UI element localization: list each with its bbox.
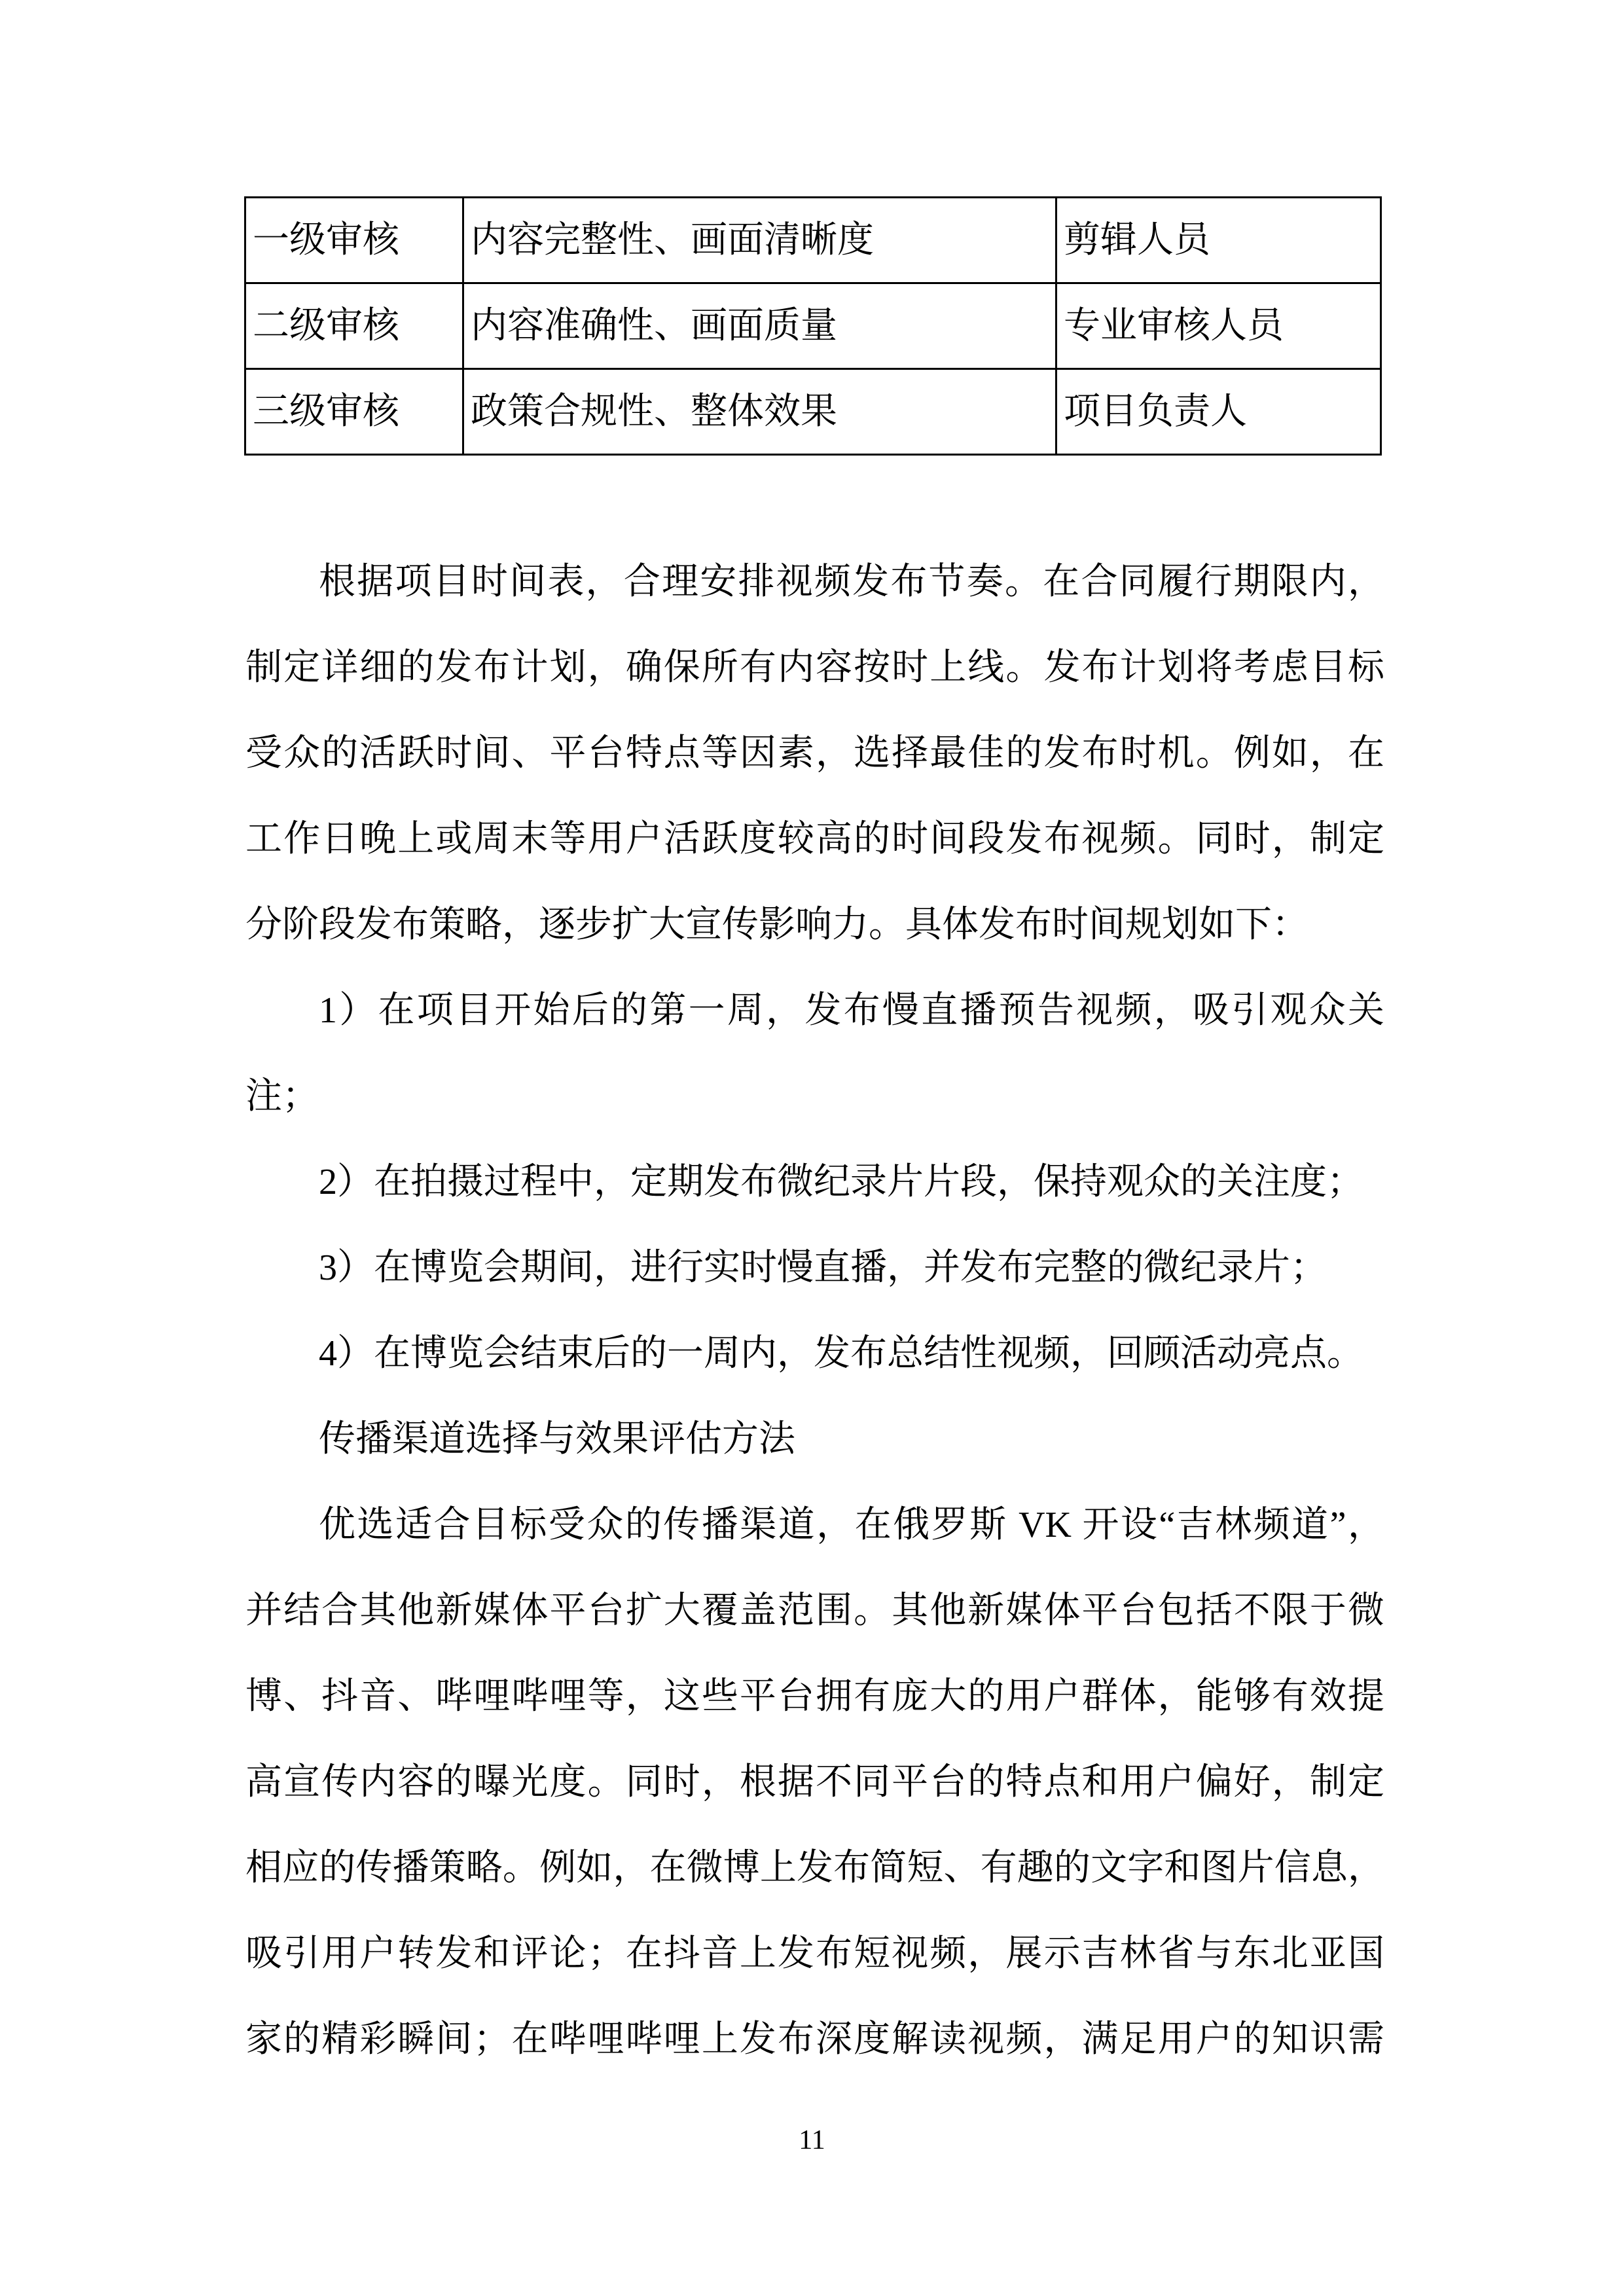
table-row bbox=[245, 369, 1381, 455]
body-line: 博、抖音、哔哩哔哩等，这些平台拥有庞大的用户群体，能够有效提 bbox=[245, 1676, 1384, 1717]
body-line: 1）在项目开始后的第一周，发布慢直播预告视频，吸引观众关 bbox=[319, 990, 1384, 1031]
table-cell: 一级审核 bbox=[245, 198, 463, 283]
review-table bbox=[244, 196, 1382, 456]
body-line: 传播渠道选择与效果评估方法 bbox=[319, 1419, 795, 1460]
body-line: 注； bbox=[245, 1076, 319, 1117]
body-line: 分阶段发布策略，逐步扩大宣传影响力。具体发布时间规划如下： bbox=[245, 905, 1308, 945]
review-table-body bbox=[245, 198, 1381, 455]
body-line: 3）在博览会期间，进行实时慢直播，并发布完整的微纪录片； bbox=[319, 1247, 1327, 1288]
body-line: 2）在拍摄过程中，定期发布微纪录片片段，保持观众的关注度； bbox=[319, 1162, 1363, 1202]
body-line: 并结合其他新媒体平台扩大覆盖范围。其他新媒体平台包括不限于微 bbox=[245, 1590, 1384, 1631]
body-line: 根据项目时间表，合理安排视频发布节奏。在合同履行期限内， bbox=[319, 562, 1384, 602]
table-row bbox=[245, 198, 1381, 283]
body-line: 4）在博览会结束后的一周内，发布总结性视频，回顾活动亮点。 bbox=[319, 1333, 1363, 1374]
table-cell: 政策合规性、整体效果 bbox=[463, 369, 1056, 455]
body-text bbox=[245, 539, 1384, 2083]
body-line: 工作日晚上或周末等用户活跃度较高的时间段发布视频。同时，制定 bbox=[245, 819, 1384, 859]
body-line: 制定详细的发布计划，确保所有内容按时上线。发布计划将考虑目标 bbox=[245, 647, 1384, 688]
table-cell: 专业审核人员 bbox=[1056, 283, 1381, 369]
table-cell: 项目负责人 bbox=[1056, 369, 1381, 455]
body-line: 家的精彩瞬间；在哔哩哔哩上发布深度解读视频，满足用户的知识需 bbox=[245, 2019, 1384, 2060]
table-cell: 内容准确性、画面质量 bbox=[463, 283, 1056, 369]
body-line: 优选适合目标受众的传播渠道，在俄罗斯 VK 开设“吉林频道”， bbox=[319, 1505, 1384, 1545]
table-cell: 剪辑人员 bbox=[1056, 198, 1381, 283]
table-cell: 二级审核 bbox=[245, 283, 463, 369]
table-cell: 三级审核 bbox=[245, 369, 463, 455]
body-line: 受众的活跃时间、平台特点等因素，选择最佳的发布时机。例如，在 bbox=[245, 733, 1384, 774]
body-line: 吸引用户转发和评论；在抖音上发布短视频，展示吉林省与东北亚国 bbox=[245, 1933, 1384, 1974]
table-row bbox=[245, 283, 1381, 369]
body-line: 高宣传内容的曝光度。同时，根据不同平台的特点和用户偏好，制定 bbox=[245, 1762, 1384, 1803]
table-cell: 内容完整性、画面清晰度 bbox=[463, 198, 1056, 283]
body-line: 相应的传播策略。例如，在微博上发布简短、有趣的文字和图片信息， bbox=[245, 1848, 1384, 1888]
page-number: 11 bbox=[799, 2125, 825, 2155]
page-footer bbox=[0, 2121, 1624, 2160]
